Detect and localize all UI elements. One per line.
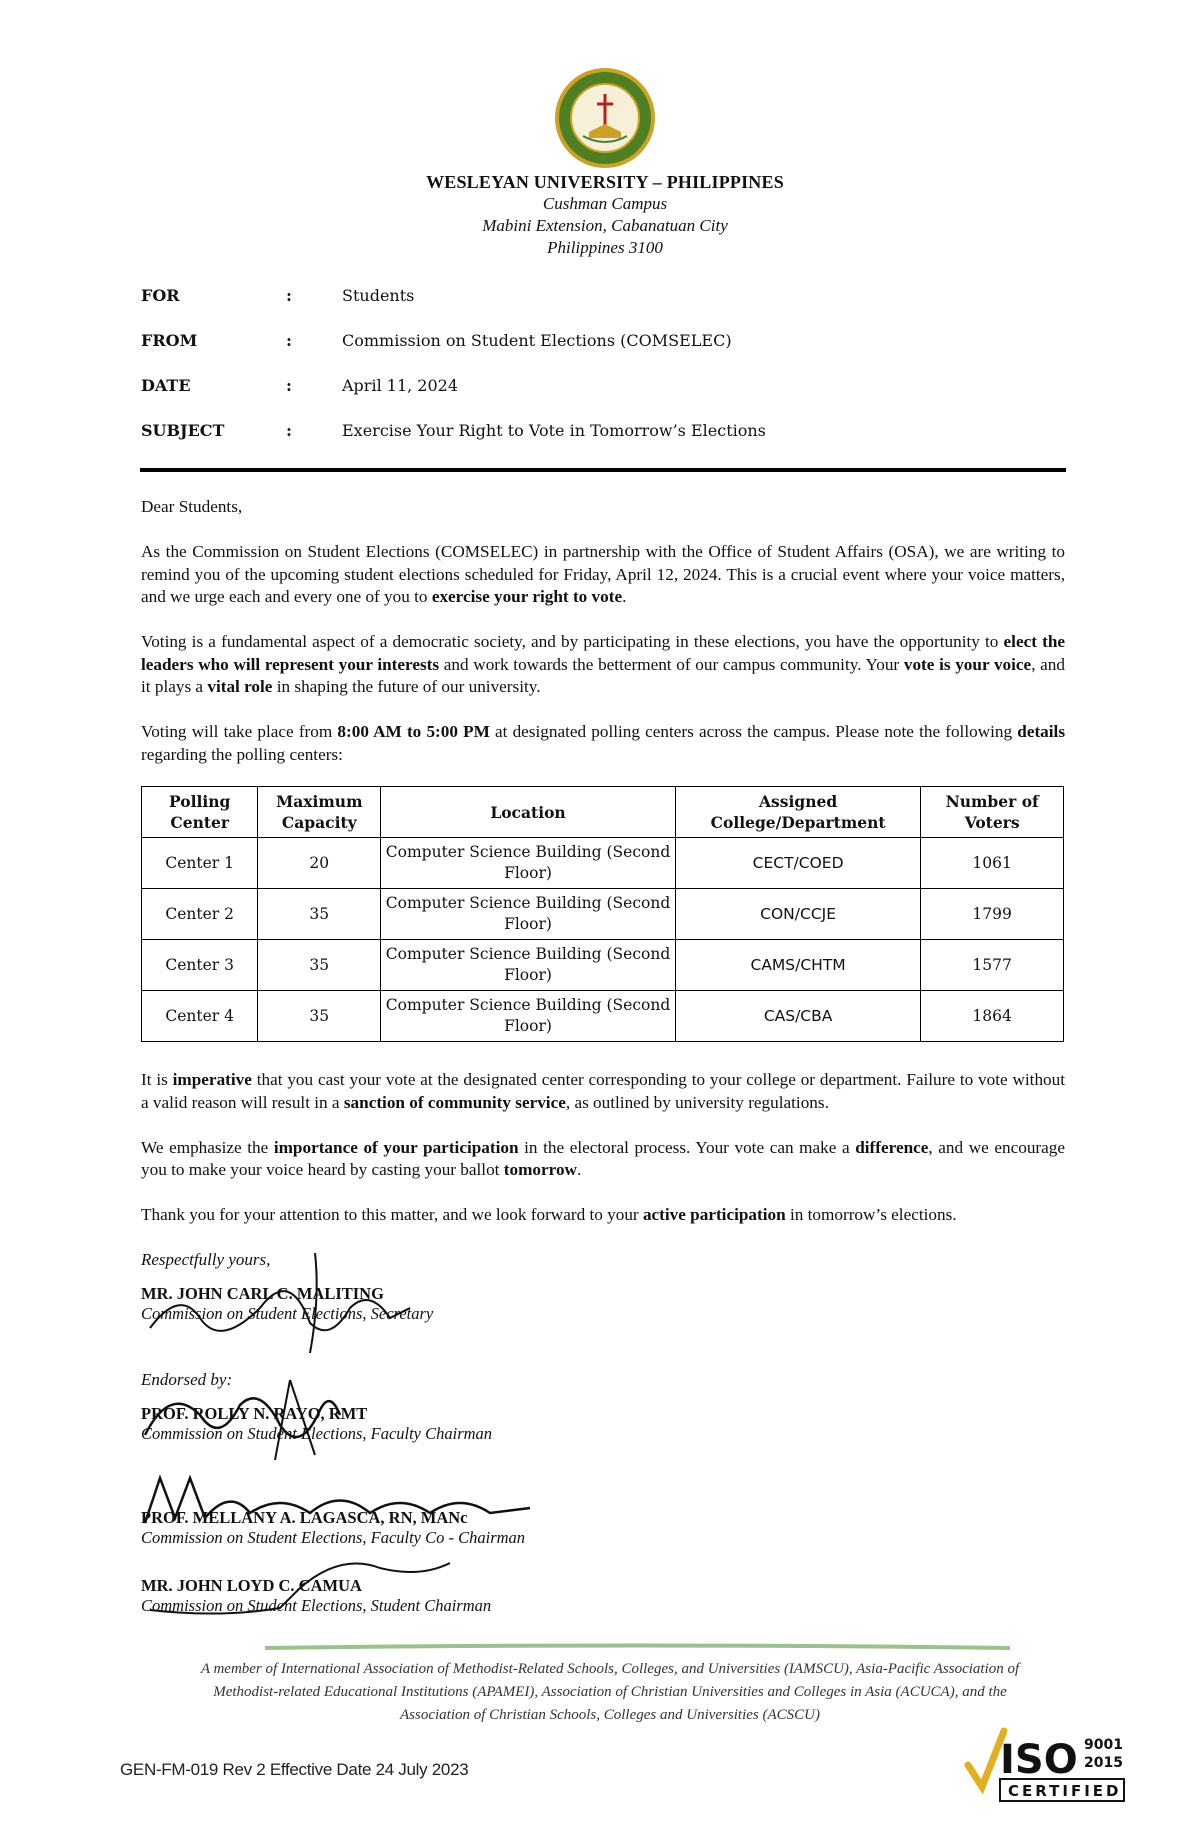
paragraph-5 bbox=[141, 1137, 1065, 1182]
campus-name: Cushman Campus bbox=[542, 194, 668, 213]
footer-divider bbox=[265, 1643, 1010, 1653]
address-line: Mabini Extension, Cabanatuan City bbox=[482, 216, 728, 235]
text-run: regarding the polling centers: bbox=[141, 744, 343, 764]
signature-block-faculty-chairman bbox=[141, 1370, 492, 1444]
text-run: . bbox=[576, 1160, 582, 1179]
signatory-name: PROF. MELLANY A. LAGASCA, RN, MANc bbox=[141, 1508, 468, 1527]
column-header: Assigned College/Department bbox=[675, 787, 920, 838]
text-run: . bbox=[622, 587, 627, 606]
colon: : bbox=[286, 286, 292, 305]
emphasis: elect the leaders who will represent your interests bbox=[141, 632, 1066, 674]
university-seal-icon bbox=[553, 66, 657, 170]
memo-for-value: Students bbox=[342, 286, 415, 305]
table-row bbox=[142, 940, 1064, 991]
signature-block-student-chairman bbox=[141, 1576, 491, 1616]
iso-year-text: 2015 bbox=[1084, 1755, 1123, 1771]
signatory-role: Commission on Student Elections, Faculty Co - Chairman bbox=[141, 1528, 526, 1547]
text-run: in shaping the future of our university. bbox=[272, 677, 541, 696]
memo-date-row bbox=[141, 376, 1071, 421]
signatory-name: PROF. ROLLY N. RAYO, RMT bbox=[141, 1404, 368, 1423]
signatory-role: Commission on Student Elections, Student Chairman bbox=[141, 1596, 492, 1615]
signatory-name: MR. JOHN LOYD C. CAMUA bbox=[141, 1576, 362, 1595]
table-cell: CON/CCJE bbox=[675, 889, 920, 940]
text-run: at designated polling centers across the campus. Please note the following bbox=[489, 722, 1018, 741]
memo-subject-row bbox=[141, 421, 1071, 466]
text-run: , and it plays a bbox=[141, 654, 1065, 696]
memo-from-row bbox=[141, 331, 1071, 376]
table-cell: CAMS/CHTM bbox=[675, 940, 920, 991]
iso-certified-badge-icon bbox=[960, 1725, 1130, 1805]
memo-date-value: April 11, 2024 bbox=[342, 376, 459, 395]
column-header: Number of Voters bbox=[921, 787, 1064, 838]
signatory-role: Commission on Student Elections, Secretary bbox=[141, 1304, 434, 1323]
colon: : bbox=[286, 376, 292, 395]
memo-for-row bbox=[141, 286, 1071, 331]
table-cell: 1799 bbox=[921, 889, 1064, 940]
table-cell: 35 bbox=[258, 991, 381, 1042]
paragraph-2 bbox=[141, 631, 1065, 699]
text-run: , as outlined by university regulations. bbox=[565, 1092, 829, 1112]
signature-block-secretary bbox=[141, 1250, 433, 1324]
table-cell: Center 4 bbox=[142, 991, 258, 1042]
paragraph-6 bbox=[141, 1204, 1065, 1227]
paragraph-3 bbox=[141, 721, 1065, 766]
text-run: in tomorrow’s elections. bbox=[785, 1205, 957, 1224]
text-run: Voting is a fundamental aspect of a democratic society, and by participating in these elections, you have the opportunity to bbox=[141, 632, 1004, 651]
text-run: and work towards the betterment of our campus community. Your bbox=[439, 654, 904, 674]
text-run: We emphasize the bbox=[141, 1137, 274, 1157]
column-header: Polling Center bbox=[142, 787, 258, 838]
table-cell: Computer Science Building (Second Floor) bbox=[381, 889, 676, 940]
table-cell: Center 3 bbox=[142, 940, 258, 991]
letter-body bbox=[141, 496, 1065, 789]
text-run: It is bbox=[141, 1070, 173, 1089]
signatory-name: MR. JOHN CARL C. MALITING bbox=[141, 1284, 384, 1303]
table-cell: Computer Science Building (Second Floor) bbox=[381, 991, 676, 1042]
emphasis: importance of your participation bbox=[273, 1137, 519, 1157]
table-cell: CECT/COED bbox=[675, 838, 920, 889]
iso-certified-text: CERTIFIED bbox=[1008, 1782, 1122, 1800]
colon: : bbox=[286, 331, 292, 350]
text-run: that you cast your vote at the designated center corresponding to your college or department. Failure to vote without a valid reason will result in a bbox=[141, 1070, 1065, 1112]
memo-subject-label: SUBJECT bbox=[141, 421, 225, 440]
table-cell: 20 bbox=[258, 838, 381, 889]
letter-closing bbox=[141, 1069, 1065, 1249]
text-run: As the Commission on Student Elections (COMSELEC) in partnership with the Office of Student Affairs (OSA), we are writing to remind you of the upcoming student elections scheduled for Friday, April 12, 2024. This is a crucial event where your voice matters, and we urge each and every one of you to bbox=[141, 542, 1065, 606]
emphasis: 8:00 AM to 5:00 PM bbox=[337, 722, 490, 741]
iso-main-text: ISO bbox=[1000, 1737, 1078, 1783]
text-run: in the electoral process. Your vote can make a bbox=[518, 1137, 856, 1157]
iso-standard-text: 9001 bbox=[1084, 1737, 1123, 1753]
emphasis: active participation bbox=[642, 1205, 786, 1224]
signatory-role: Commission on Student Elections, Faculty Chairman bbox=[141, 1424, 493, 1443]
table-row bbox=[142, 889, 1064, 940]
respectfully-line: Respectfully yours, bbox=[141, 1250, 271, 1269]
header-divider bbox=[140, 468, 1066, 472]
paragraph-1 bbox=[141, 541, 1065, 609]
memo-for-label: FOR bbox=[141, 286, 180, 305]
text-run: Voting will take place from bbox=[141, 722, 338, 741]
memo-from-label: FROM bbox=[141, 331, 198, 350]
country-line: Philippines 3100 bbox=[547, 238, 663, 257]
memo-from-value: Commission on Student Elections (COMSELEC) bbox=[342, 331, 732, 350]
emphasis: imperative bbox=[172, 1070, 252, 1089]
emphasis: difference bbox=[855, 1137, 929, 1157]
endorsed-line: Endorsed by: bbox=[141, 1370, 233, 1389]
table-cell: Center 1 bbox=[142, 838, 258, 889]
table-cell: 35 bbox=[258, 940, 381, 991]
table-cell: Center 2 bbox=[142, 889, 258, 940]
column-header: Location bbox=[381, 787, 676, 838]
colon: : bbox=[286, 421, 292, 440]
table-cell: 1864 bbox=[921, 991, 1064, 1042]
text-run: , and we encourage you to make your voice heard by casting your ballot bbox=[141, 1137, 1065, 1179]
greeting: Dear Students, bbox=[141, 497, 243, 516]
emphasis: details bbox=[1017, 722, 1066, 741]
memo-subject-value: Exercise Your Right to Vote in Tomorrow’s Elections bbox=[342, 421, 766, 440]
column-header: Maximum Capacity bbox=[258, 787, 381, 838]
letterhead bbox=[0, 172, 1200, 259]
form-code: GEN-FM-019 Rev 2 Effective Date 24 July 2023 bbox=[120, 1760, 469, 1779]
paragraph-4 bbox=[141, 1069, 1065, 1114]
table-cell: 1061 bbox=[921, 838, 1064, 889]
table-cell: CAS/CBA bbox=[675, 991, 920, 1042]
table-cell: 1577 bbox=[921, 940, 1064, 991]
emphasis: sanction of community service bbox=[343, 1092, 566, 1112]
membership-footer: A member of International Association of Methodist-Related Schools, Colleges, and Universities (IAMSCU), Asia-Pacific Association of Methodist-related Educational Institutions (APAMEI), Association of Christian Universities and Colleges in Asia (ACUCA), and the Association of Christian Schools, Colleges and Universities (ACSCU) bbox=[200, 1661, 1020, 1723]
emphasis: vital role bbox=[207, 677, 273, 696]
table-row bbox=[142, 838, 1064, 889]
table-cell: Computer Science Building (Second Floor) bbox=[381, 940, 676, 991]
university-name: WESLEYAN UNIVERSITY – PHILIPPINES bbox=[426, 172, 784, 192]
text-run: Thank you for your attention to this matter, and we look forward to your bbox=[141, 1205, 643, 1224]
polling-centers-table-wrap bbox=[141, 786, 1064, 1042]
memo-header bbox=[141, 286, 1071, 466]
table-header-row bbox=[142, 787, 1064, 838]
table-cell: 35 bbox=[258, 889, 381, 940]
emphasis: exercise your right to vote bbox=[431, 587, 623, 606]
memo-date-label: DATE bbox=[141, 376, 191, 395]
emphasis: vote is your voice bbox=[903, 654, 1032, 674]
table-row bbox=[142, 991, 1064, 1042]
polling-centers-table bbox=[141, 786, 1064, 1042]
signature-block-co-chairman bbox=[141, 1508, 525, 1548]
emphasis: tomorrow bbox=[503, 1160, 577, 1179]
table-cell: Computer Science Building (Second Floor) bbox=[381, 838, 676, 889]
